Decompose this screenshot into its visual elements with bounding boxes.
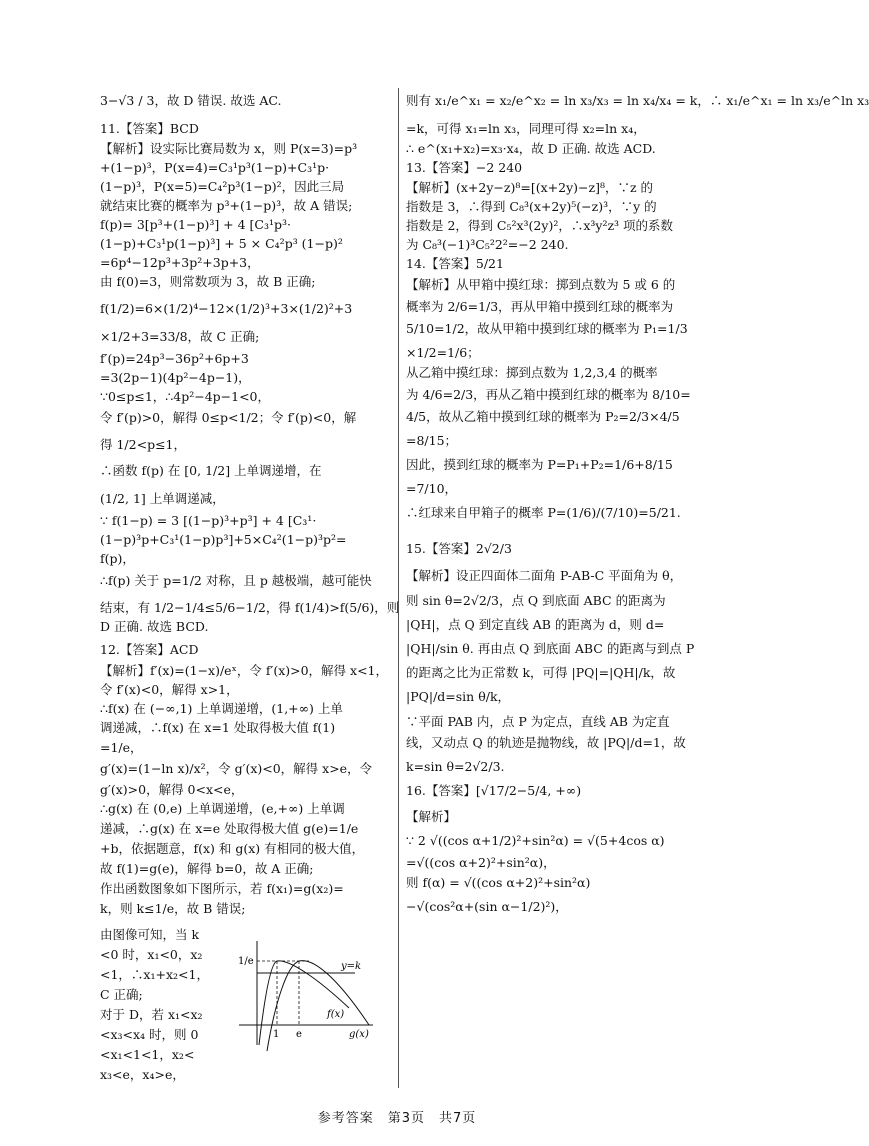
right-line-35: −√(cos²α+(sin α−1/2)²)，	[406, 899, 568, 914]
right-line-32: ∵ 2 √((cos α+1/2)²+sin²α) = √(5+4cos α)	[406, 833, 665, 848]
label-y-k: y=k	[341, 961, 362, 972]
right-line-8: 14.【答案】5/21	[406, 256, 504, 271]
label-x-1: 1	[273, 1029, 280, 1040]
right-line-11: 5/10=1/2，故从甲箱中摸到红球的概率为 P₁=1/3	[406, 321, 688, 336]
left-line-5: 就结束比赛的概率为 p³+(1−p)³，故 A 错误;	[100, 198, 353, 213]
left-line-46: x₃<e，x₄>e，	[100, 1067, 185, 1082]
left-line-7: (1−p)+C₃¹p(1−p)³] + 5 × C₄²p³ (1−p)²	[100, 236, 343, 251]
left-line-12: f′(p)=24p³−36p²+6p+3	[100, 351, 249, 366]
right-line-34: 则 f(α) = √((cos α+2)²+sin²α)	[406, 875, 591, 890]
label-g: g(x)	[349, 1029, 369, 1040]
left-line-23: 结束，有 1/2−1/4≤5/6−1/2，得 f(1/4)>f(5/6)，则	[100, 600, 400, 615]
right-line-6: 指数是 2，得到 C₅²x³(2y)²，∴x³y²z³ 项的系数	[406, 218, 674, 233]
right-line-25: 的距离之比为正常数 k，可得 |PQ|=|QH|/k，故	[406, 665, 676, 680]
left-line-2: 【解析】设实际比赛局数为 x，则 P(x=3)=p³	[100, 141, 358, 156]
left-line-37: 作出函数图象如下图所示，若 f(x₁)=g(x₂)=	[100, 881, 344, 896]
left-line-33: ∴g(x) 在 (0,e) 上单调递增，(e,+∞) 上单调	[100, 801, 345, 816]
label-f: f(x)	[327, 1009, 345, 1020]
right-line-14: 为 4/6=2/3，再从乙箱中摸到红球的概率为 8/10=	[406, 387, 691, 402]
left-line-6: f(p)= 3[p³+(1−p)³] + 4 [C₃¹p³·	[100, 217, 292, 232]
left-line-29: 调递减，∴f(x) 在 x=1 处取得极大值 f(1)	[100, 720, 336, 735]
left-line-34: 递减，∴g(x) 在 x=e 处取得极大值 g(e)=1/e	[100, 821, 359, 836]
left-line-31: g′(x)=(1−ln x)/x²，令 g′(x)<0，解得 x>e，令	[100, 761, 373, 776]
left-line-18: (1/2, 1] 上单调递减，	[100, 491, 225, 506]
right-line-13: 从乙箱中摸红球：掷到点数为 1,2,3,4 的概率	[406, 365, 658, 380]
left-line-10: f(1/2)=6×(1/2)⁴−12×(1/2)³+3×(1/2)²+3	[100, 301, 353, 316]
left-line-20: (1−p)³p+C₃¹(1−p)p³]+5×C₄²(1−p)³p²=	[100, 532, 347, 547]
right-line-7: 为 C₈³(−1)³C₅²2²=−2 240.	[406, 237, 569, 252]
function-graph-figure	[237, 933, 377, 1053]
right-line-22: 则 sin θ=2√2/3，点 Q 到底面 ABC 的距离为	[406, 593, 666, 608]
left-line-30: =1/e，	[100, 740, 143, 755]
right-line-24: |QH|/sin θ. 再由点 Q 到底面 ABC 的距离与到点 P	[406, 641, 695, 656]
left-line-39: 由图像可知，当 k	[100, 927, 200, 942]
left-line-15: 令 f′(p)>0，解得 0≤p<1/2；令 f′(p)<0，解	[100, 410, 357, 425]
right-line-20: 15.【答案】2√2/3	[406, 541, 512, 556]
left-line-42: C 正确;	[100, 987, 143, 1002]
left-line-11: ×1/2+3=33/8，故 C 正确;	[100, 329, 260, 344]
left-line-43: 对于 D，若 x₁<x₂	[100, 1007, 203, 1022]
right-line-30: 16.【答案】[√17/2−5/4, +∞)	[406, 783, 582, 798]
left-line-9: 由 f(0)=3，则常数项为 3，故 B 正确;	[100, 274, 316, 289]
left-line-41: <1，∴x₁+x₂<1，	[100, 967, 209, 982]
right-line-12: ×1/2=1/6；	[406, 345, 480, 360]
label-1-over-e: 1/e	[238, 956, 254, 967]
left-line-4: (1−p)³，P(x=5)=C₄²p³(1−p)²，因此三局	[100, 179, 345, 194]
right-line-26: |PQ|/d=sin θ/k，	[406, 689, 511, 704]
left-line-16: 得 1/2<p≤1，	[100, 437, 186, 452]
left-line-40: <0 时，x₁<0，x₂	[100, 947, 203, 962]
left-line-24: D 正确. 故选 BCD.	[100, 619, 209, 634]
left-line-45: <x₁<1<1，x₂<	[100, 1047, 195, 1062]
right-line-23: |QH|，点 Q 到定直线 AB 的距离为 d，则 d=	[406, 617, 665, 632]
left-line-44: <x₃<x₄ 时，则 0	[100, 1027, 199, 1042]
left-line-19: ∵ f(1−p) = 3 [(1−p)³+p³] + 4 [C₃¹·	[100, 513, 317, 528]
right-line-16: =8/15；	[406, 433, 458, 448]
right-line-28: 线，又动点 Q 的轨迹是抛物线，故 |PQ|/d=1，故	[406, 735, 686, 750]
right-line-4: 【解析】(x+2y−z)⁸=[(x+2y)−z]⁸，∵z 的	[406, 180, 654, 195]
right-line-18: =7/10，	[406, 481, 458, 496]
left-line-21: f(p)，	[100, 551, 135, 566]
left-line-26: 【解析】f′(x)=(1−x)/eˣ，令 f′(x)>0，解得 x<1，	[100, 663, 388, 678]
left-line-17: ∴函数 f(p) 在 [0, 1/2] 上单调递增，在	[100, 463, 322, 478]
left-line-0: 3−√3 / 3，故 D 错误. 故选 AC.	[100, 93, 282, 108]
right-line-0: 则有 x₁/e^x₁ = x₂/e^x₂ = ln x₃/x₃ = ln x₄/x₄ = k，∴ x₁/e^x₁ = ln x₃/e^ln x₃	[406, 93, 869, 108]
right-line-31: 【解析】	[406, 809, 457, 824]
left-line-28: ∴f(x) 在 (−∞,1) 上单调递增，(1,+∞) 上单	[100, 701, 343, 716]
left-line-35: +b，依据题意，f(x) 和 g(x) 有相同的极大值，	[100, 841, 365, 856]
right-line-21: 【解析】设正四面体二面角 P-AB-C 平面角为 θ，	[406, 568, 683, 583]
right-line-10: 概率为 2/6=1/3，再从甲箱中摸到红球的概率为	[406, 299, 674, 314]
label-x-e: e	[296, 1029, 302, 1040]
left-line-22: ∴f(p) 关于 p=1/2 对称，且 p 越极端，越可能快	[100, 573, 372, 588]
right-line-3: 13.【答案】−2 240	[406, 160, 523, 175]
right-line-19: ∴红球来自甲箱子的概率 P=(1/6)/(7/10)=5/21.	[406, 505, 681, 520]
page-footer: 参考答案 第3页 共7页	[317, 1111, 477, 1126]
right-line-2: ∴ e^(x₁+x₂)=x₃·x₄，故 D 正确. 故选 ACD.	[406, 141, 656, 156]
left-line-14: ∵0≤p≤1，∴4p²−4p−1<0，	[100, 389, 271, 404]
left-line-36: 故 f(1)=g(e)，解得 b=0，故 A 正确;	[100, 861, 314, 876]
left-line-13: =3(2p−1)(4p²−4p−1)，	[100, 370, 251, 385]
left-line-1: 11.【答案】BCD	[100, 121, 199, 136]
right-line-27: ∵平面 PAB 内，点 P 为定点，直线 AB 为定直	[406, 714, 670, 729]
left-line-25: 12.【答案】ACD	[100, 642, 199, 657]
left-line-38: k，则 k≤1/e，故 B 错误;	[100, 901, 246, 916]
left-line-3: +(1−p)³，P(x=4)=C₃¹p³(1−p)+C₃¹p·	[100, 160, 330, 175]
right-line-15: 4/5，故从乙箱中摸到红球的概率为 P₂=2/3×4/5	[406, 409, 680, 424]
left-line-32: g′(x)>0，解得 0<x<e，	[100, 782, 244, 797]
right-line-33: =√((cos α+2)²+sin²α)，	[406, 855, 556, 870]
right-line-5: 指数是 3，∴得到 C₈³(x+2y)⁵(−z)³，∵y 的	[406, 199, 657, 214]
column-divider	[398, 88, 399, 1088]
right-line-9: 【解析】从甲箱中摸红球：掷到点数为 5 或 6 的	[406, 277, 676, 292]
right-line-17: 因此，摸到红球的概率为 P=P₁+P₂=1/6+8/15	[406, 457, 673, 472]
right-line-1: =k，可得 x₁=ln x₃，同理可得 x₂=ln x₄，	[406, 121, 646, 136]
left-line-8: =6p⁴−12p³+3p²+3p+3，	[100, 255, 260, 270]
right-line-29: k=sin θ=2√2/3.	[406, 759, 505, 774]
left-line-27: 令 f′(x)<0，解得 x>1，	[100, 682, 239, 697]
